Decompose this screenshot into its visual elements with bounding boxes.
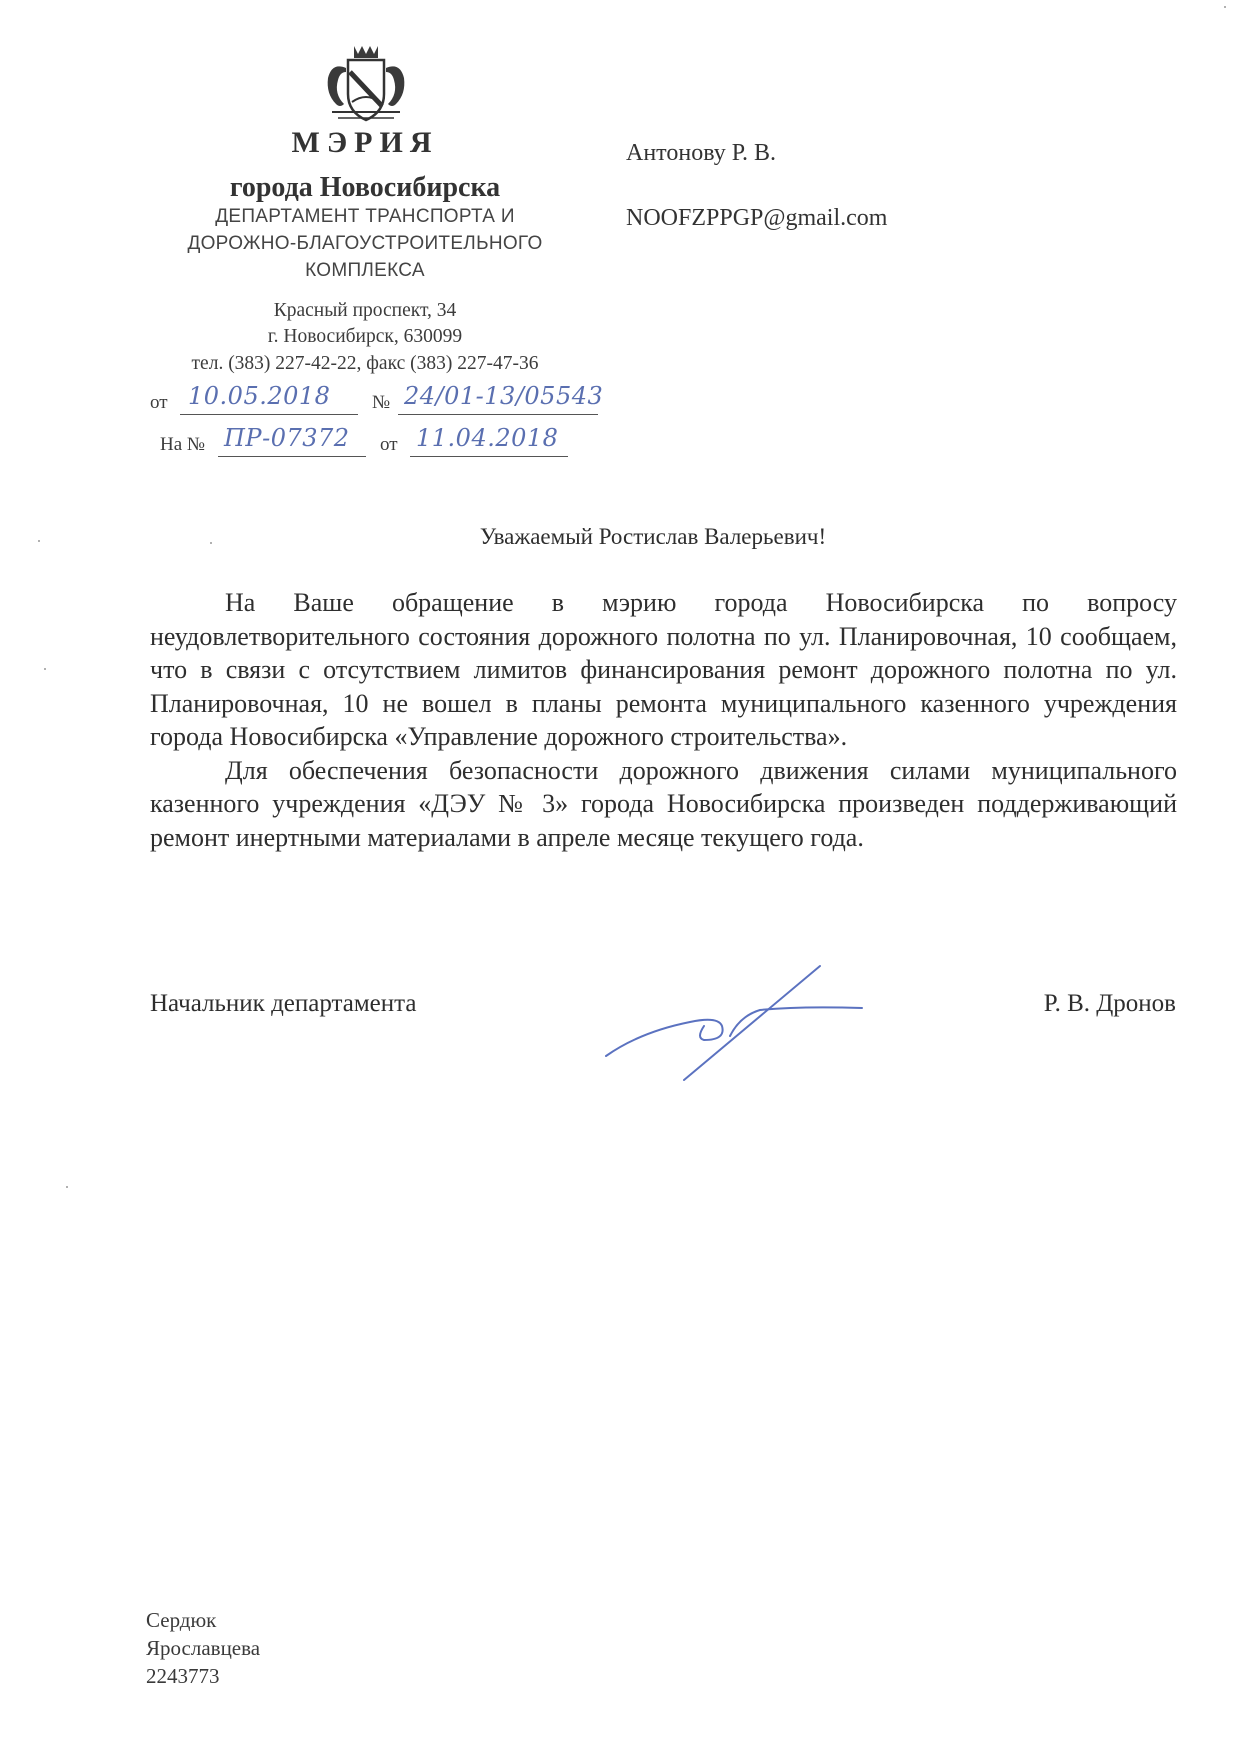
ref-number-rule	[218, 456, 366, 457]
ref-date: 11.04.2018	[416, 424, 559, 452]
outgoing-number-rule	[398, 414, 598, 415]
org-city: города Новосибирска	[229, 172, 501, 203]
ref-number-label: На №	[160, 434, 206, 455]
signatory-name: Р. В. Дронов	[1043, 990, 1176, 1017]
salutation: Уважаемый Ростислав Валерьевич!	[479, 524, 827, 549]
executor-line-1: Сердюк	[146, 1608, 217, 1632]
scan-speck	[66, 1186, 68, 1188]
from-label: от	[150, 392, 168, 413]
department-line-1: ДЕПАРТАМЕНТ ТРАНСПОРТА И	[215, 206, 515, 227]
ref-date-rule	[410, 456, 568, 457]
outgoing-number: 24/01-13/05543	[404, 382, 604, 410]
outgoing-date-rule	[180, 414, 358, 415]
address-phone: тел. (383) 227-42-22, факс (383) 227-47-36	[191, 353, 539, 374]
org-title: МЭРИЯ	[291, 126, 439, 159]
letter-body	[150, 586, 1177, 854]
number-label: №	[372, 392, 391, 413]
scan-speck	[210, 542, 212, 544]
outgoing-date: 10.05.2018	[188, 382, 331, 410]
department-line-2: ДОРОЖНО-БЛАГОУСТРОИТЕЛЬНОГО	[187, 233, 543, 254]
executor-phone: 2243773	[146, 1664, 220, 1688]
recipient-email: NOOFZPPGP@gmail.com	[626, 205, 888, 231]
letter-paragraph-2: Для обеспечения безопасности дорожного движения силами муниципального казенного учреждения «ДЭУ № 3» города Новосибирска произведен поддерживающий ремонт инертными материалами в апреле месяце текущего года.	[150, 755, 1177, 852]
handwritten-signature-icon	[600, 960, 870, 1090]
department-line-3: КОМПЛЕКСА	[305, 260, 425, 281]
ref-date-label: от	[380, 434, 398, 455]
executor-line-2: Ярославцева	[146, 1636, 261, 1660]
novosibirsk-coat-of-arms-icon	[318, 42, 414, 126]
address-city: г. Новосибирск, 630099	[267, 326, 463, 347]
scan-speck	[1224, 6, 1226, 8]
scan-speck	[44, 668, 46, 670]
signatory-position: Начальник департамента	[150, 990, 417, 1017]
letter-paragraph-1: На Ваше обращение в мэрию города Новосибирска по вопросу неудовлетворительного состояния дорожного полотна по ул. Планировочная, 10 сообщаем, что в связи с отсутствием лимитов финансирования ремонт дорожного полотна по ул. Планировочная, 10 не вошел в планы ремонта муниципального казенного учреждения города Новосибирска «Управление дорожного строительства».	[150, 588, 1177, 751]
recipient-name: Антонову Р. В.	[626, 140, 777, 166]
address-street: Красный проспект, 34	[273, 300, 457, 321]
scan-speck	[38, 540, 40, 542]
ref-number: ПР-07372	[224, 424, 350, 452]
